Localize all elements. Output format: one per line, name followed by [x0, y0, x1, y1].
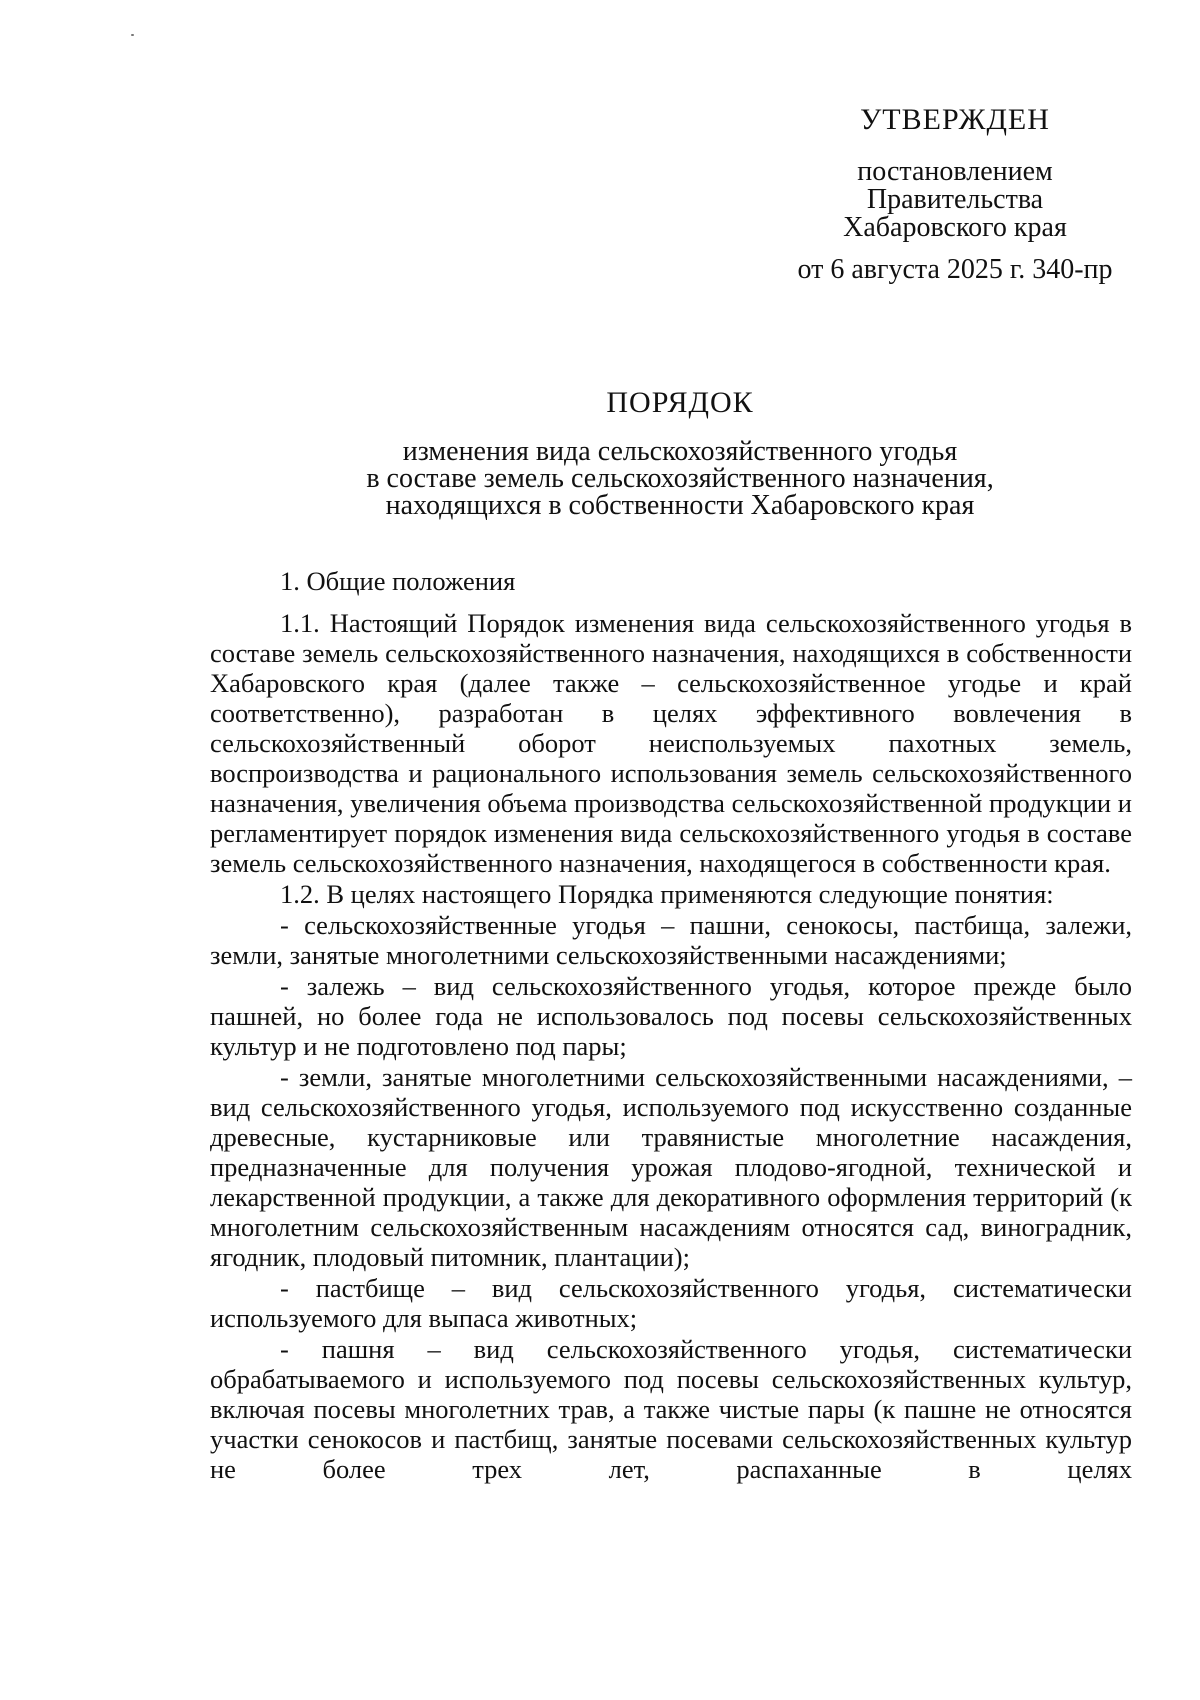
- approval-line-2: Правительства: [866, 184, 1044, 215]
- document-subtitle-line-1: изменения вида сельскохозяйственного угодья: [402, 436, 958, 467]
- document-title-block: [250, 388, 1110, 519]
- approval-stamp-block: [790, 103, 1120, 285]
- approval-date: от 6 августа 2025 г. 340-пр: [797, 254, 1113, 285]
- document-body: [210, 566, 1132, 1484]
- definition-agricultural-land: - сельскохозяйственные угодья – пашни, сенокосы, пастбища, залежи, земли, занятые многолетними сельскохозяйственными насаждениями;: [210, 910, 1132, 970]
- paragraph-1-1: 1.1. Настоящий Порядок изменения вида сельскохозяйственного угодья в составе земель сельскохозяйственного назначения, находящихся в собственности Хабаровского края (далее также – сельскохозяйственное угодье и край соответственно), разработан в целях эффективного вовлечения в сельскохозяйственный оборот неиспользуемых пахотных земель, воспроизводства и рационального использования земель сельскохозяйственного назначения, увеличения объема производства сельскохозяйственной продукции и регламентирует порядок изменения вида сельскохозяйственного угодья в составе земель сельскохозяйственного назначения, находящегося в собственности края.: [210, 608, 1132, 878]
- scan-speck: [131, 34, 134, 36]
- section-heading: 1. Общие положения: [280, 566, 516, 596]
- definition-fallow: - залежь – вид сельскохозяйственного угодья, которое прежде было пашней, но более года не использовалось под посевы сельскохозяйственных культур и не подготовлено под пары;: [210, 971, 1132, 1061]
- document-subtitle-line-2: в составе земель сельскохозяйственного назначения,: [366, 463, 994, 494]
- document-title: ПОРЯДОК: [606, 386, 754, 419]
- approval-heading: УТВЕРЖДЕН: [860, 103, 1050, 136]
- definition-perennial-plantings: - земли, занятые многолетними сельскохозяйственными насаждениями, – вид сельскохозяйственного угодья, используемого под искусственно созданные древесные, кустарниковые или травянистые многолетние насаждения, предназначенные для получения урожая плодово-ягодной, технической и лекарственной продукции, а также для декоративного оформления территорий (к многолетним сельскохозяйственным насаждениям относятся сад, виноградник, ягодник, плодовый питомник, плантации);: [210, 1062, 1132, 1272]
- approval-line-1: постановлением: [857, 156, 1053, 187]
- approval-line-3: Хабаровского края: [843, 212, 1067, 243]
- definition-arable-land: - пашня – вид сельскохозяйственного угодья, систематически обрабатываемого и используемого под посевы сельскохозяйственных культур, включая посевы многолетних трав, а также чистые пары (к пашне не относятся участки сенокосов и пастбищ, занятые посевами сельскохозяйственных культур не более трех лет, распаханные в целях: [210, 1334, 1132, 1484]
- paragraph-1-2: 1.2. В целях настоящего Порядка применяются следующие понятия:: [280, 879, 1054, 909]
- definition-pasture: - пастбище – вид сельскохозяйственного угодья, систематически используемого для выпаса животных;: [210, 1273, 1132, 1333]
- document-subtitle-line-3: находящихся в собственности Хабаровского края: [385, 490, 975, 521]
